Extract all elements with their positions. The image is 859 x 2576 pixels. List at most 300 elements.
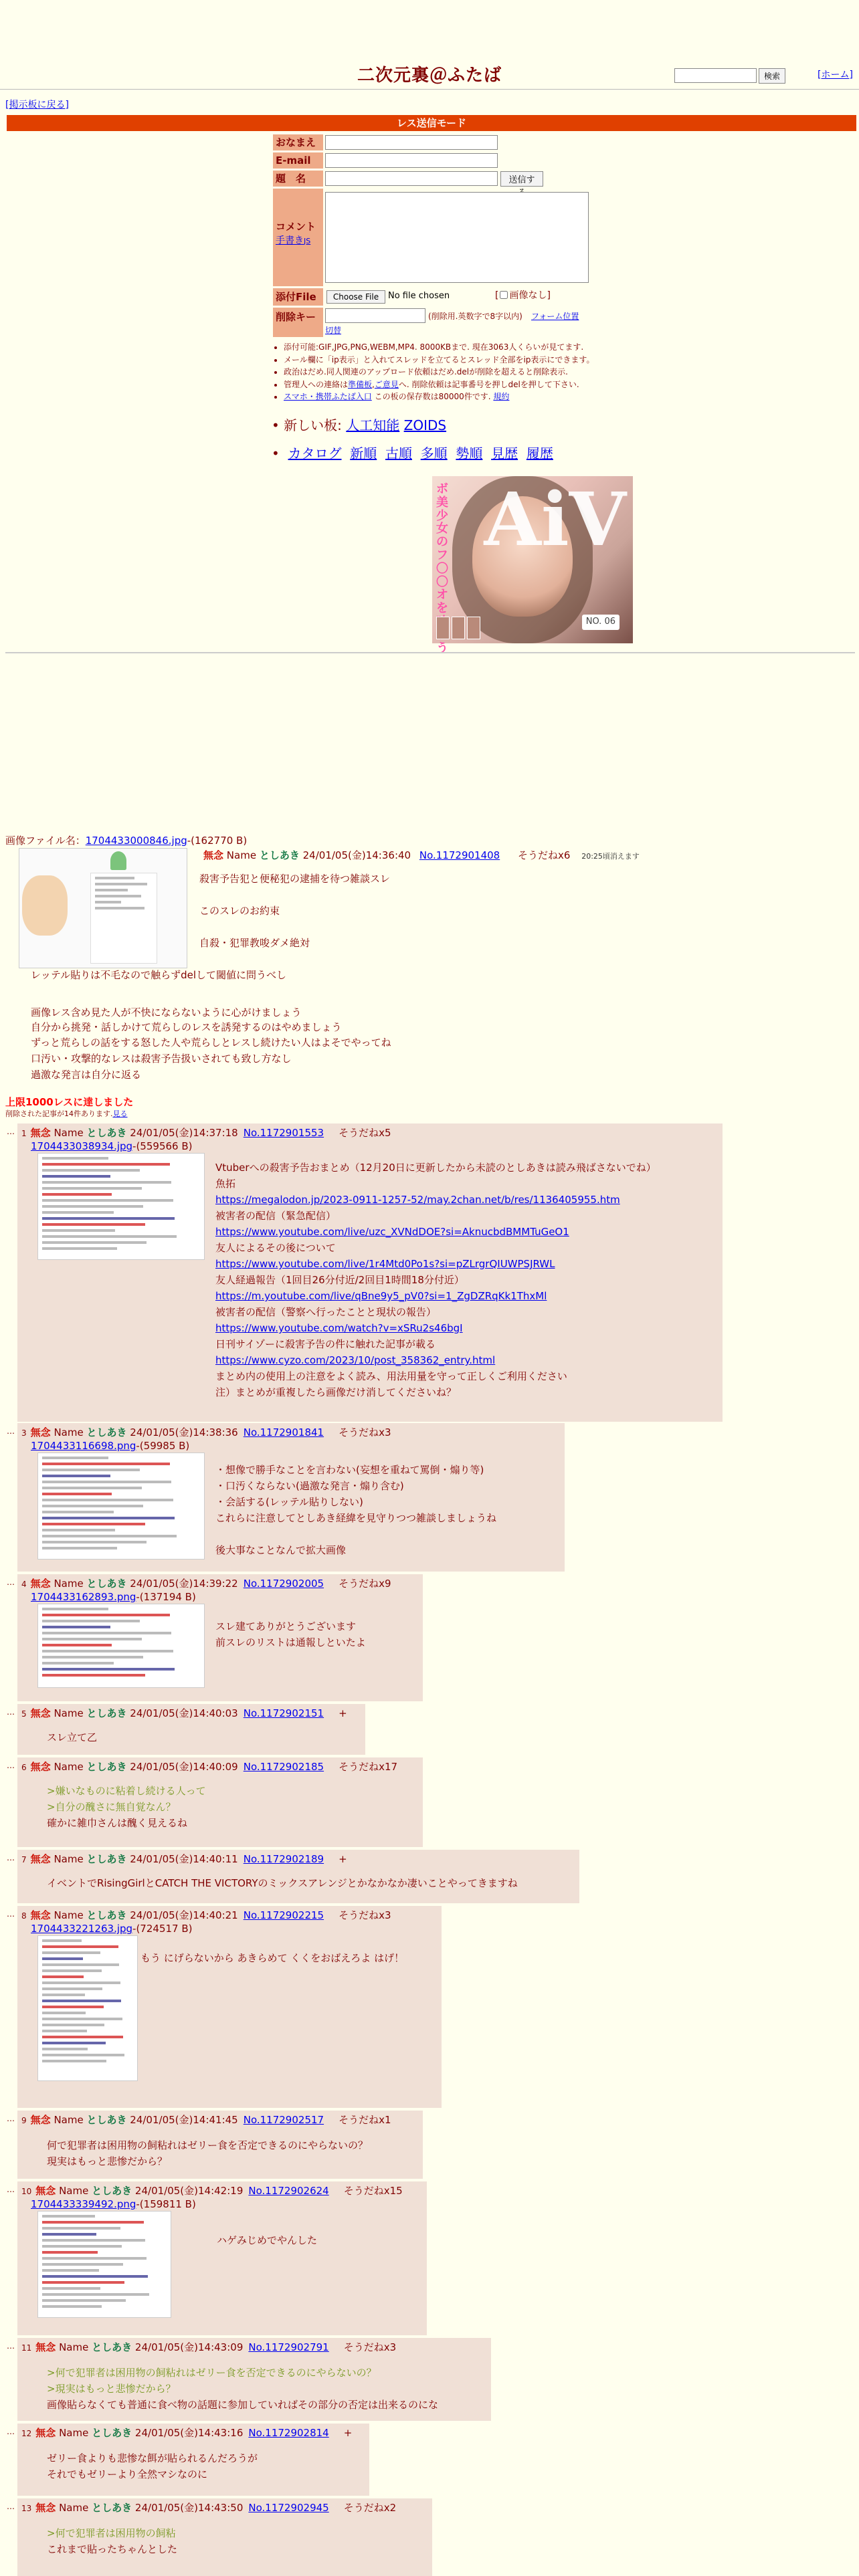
reply-header	[21, 2113, 391, 2128]
thumb-text-line	[42, 1608, 108, 1610]
reply-index: 9	[21, 2116, 27, 2125]
reply-datetime: 24/01/05(金)14:43:09	[134, 2341, 244, 2353]
reply-quote-line: >自分の醜さに無自覚なん？	[47, 1801, 176, 1813]
reply-post-number[interactable]: No.1172902945	[248, 2502, 329, 2514]
delete-key-label: 削除キー	[273, 308, 323, 337]
reply-name-label: Name	[59, 2502, 89, 2514]
thumb-text-line	[42, 1963, 119, 1966]
reply-text-line: 前スレのリストは通報しといたよ	[215, 1636, 366, 1648]
delete-key-input[interactable]	[325, 308, 425, 323]
reply-header	[21, 1126, 391, 1141]
reply-quote-line: >何で犯罪者は困用物の飼粘れはゼリー食を否定できるのにやらないの？	[47, 2367, 377, 2379]
nav-view-history[interactable]: 見歴	[491, 445, 518, 461]
thumb-text-line	[42, 2030, 87, 2032]
reply-url-link[interactable]: https://www.youtube.com/live/uzc_XVNdDOE?si=AknucbdBMMTuGeO1	[215, 1226, 569, 1238]
reply-sodane-button[interactable]: そうだねx5	[339, 1127, 391, 1139]
reply-name-label: Name	[59, 2427, 89, 2439]
thumb-text-line	[42, 2000, 121, 2002]
reply-file-size: -(159811 B)	[136, 2198, 196, 2210]
thumb-text-line	[42, 1547, 117, 1549]
reply-post-number[interactable]: No.1172902517	[243, 2114, 324, 2126]
nav-most[interactable]: 多順	[420, 445, 448, 461]
reply-url-link[interactable]: https://www.youtube.com/live/1r4Mtd0Po1s?si=pZLrgrQIUWPSJRWL	[215, 1258, 555, 1270]
home-link[interactable]: [ホーム]	[818, 70, 853, 80]
thumb-text-line	[42, 1211, 114, 1214]
comment-textarea[interactable]	[325, 192, 589, 283]
thumb-text-line	[42, 1199, 173, 1202]
reply-name: としあき	[86, 1578, 127, 1590]
thumb-text-line	[42, 2275, 148, 2278]
thumb-text-line	[42, 2227, 120, 2230]
reply-post-number[interactable]: No.1172902185	[243, 1761, 324, 1773]
reply-text-line: これらに注意してとしあき経緯を見守りつつ雑談しましょうね	[215, 1512, 497, 1524]
ad-logo-text: AiV	[484, 476, 626, 562]
reply-post	[17, 1704, 365, 1755]
thumb-text-line	[42, 1656, 143, 1658]
reply-post	[17, 1906, 442, 2108]
thumb-text-line	[42, 2263, 123, 2266]
thumb-text-line	[42, 1217, 175, 1220]
reply-datetime: 24/01/05(金)14:40:09	[130, 1761, 238, 1773]
reply-name: としあき	[86, 1853, 127, 1865]
thumb-text-line	[42, 2042, 106, 2044]
reply-marker: …	[7, 2427, 15, 2436]
reply-subject: 無念	[35, 2341, 56, 2353]
ad-number-badge: NO. 06	[582, 615, 619, 630]
thumb-text-line	[42, 2257, 147, 2260]
reply-index: 6	[21, 1763, 27, 1772]
op-expiry: 20:25頃消えます	[581, 852, 640, 861]
reply-name-label: Name	[59, 2185, 89, 2197]
reply-quote-line: >嫌いなものに粘着し続ける人って	[47, 1785, 206, 1797]
reply-subject: 無念	[30, 1578, 51, 1590]
reply-post	[17, 2424, 369, 2496]
reply-post	[17, 1574, 423, 1701]
thumb-text-line	[42, 1614, 170, 1616]
reply-text-line: 友人経過報告（1回目26分付近/2回目1時間18分付近）	[215, 1274, 464, 1286]
handwrite-link[interactable]: 手書きJS	[276, 235, 311, 246]
rules-notes	[274, 341, 615, 403]
reply-subject: 無念	[30, 2114, 51, 2126]
reply-post-number[interactable]: No.1172902791	[248, 2341, 329, 2353]
reply-marker: …	[7, 1578, 15, 1587]
op-thumbnail-image[interactable]	[19, 848, 187, 968]
reply-thumbnail-image[interactable]	[37, 1935, 138, 2081]
reply-post-number[interactable]: No.1172902624	[248, 2185, 329, 2197]
reply-sodane-button[interactable]: そうだねx3	[343, 2341, 397, 2353]
reply-text-line: 後大事なことなんで拡大画像	[215, 1544, 347, 1556]
reply-name: としあき	[86, 1707, 127, 1719]
show-deleted-link[interactable]: 見る	[112, 1109, 128, 1118]
reply-marker: …	[7, 2114, 15, 2123]
reply-datetime: 24/01/05(金)14:41:45	[130, 2114, 238, 2126]
reply-subject: 無念	[30, 1909, 51, 1921]
thumb-text-line	[42, 1505, 143, 1507]
reply-header	[21, 2426, 352, 2441]
reply-file-info	[31, 1439, 189, 1454]
thumb-text-line	[42, 2036, 123, 2038]
thumb-text-line	[42, 2239, 145, 2242]
reply-sodane-button[interactable]: +	[339, 1853, 347, 1865]
reply-file-link[interactable]: 1704433162893.png	[31, 1591, 136, 1603]
thumb-text-line	[42, 1163, 170, 1166]
reply-name: としあき	[92, 2502, 132, 2514]
reply-datetime: 24/01/05(金)14:40:21	[130, 1909, 238, 1921]
reply-file-info	[31, 1140, 192, 1154]
terms-link[interactable]: 規約	[493, 392, 510, 402]
file-label: 添付File	[273, 288, 323, 306]
op-comment-line: 自殺・犯罪教唆ダメ絶対	[199, 937, 310, 949]
op-comment-line: 殺害予告犯と便秘犯の逮捕を待つ雑談スレ	[199, 873, 391, 885]
op-file-link[interactable]: 1704433000846.jpg	[85, 835, 187, 847]
thumb-text-line	[42, 2048, 88, 2050]
reply-file-size: -(137194 B)	[136, 1591, 196, 1603]
reply-subject: 無念	[35, 2185, 56, 2197]
thumb-text-line	[42, 2221, 144, 2224]
reply-name: としあき	[86, 1426, 127, 1438]
reply-sodane-button[interactable]: そうだねx2	[343, 2502, 397, 2514]
reply-header	[21, 1760, 397, 1775]
thumb-text-line	[42, 1463, 170, 1465]
reply-index: 5	[21, 1709, 27, 1719]
reply-name: としあき	[92, 2427, 132, 2439]
reply-post-number[interactable]: No.1172902814	[248, 2427, 329, 2439]
reply-marker: …	[7, 1853, 15, 1862]
reply-file-size: -(59985 B)	[136, 1440, 190, 1452]
reply-url-link[interactable]: https://www.cyzo.com/2023/10/post_358362_entry.html	[215, 1354, 496, 1366]
reply-index: 1	[21, 1129, 27, 1138]
reply-post-number[interactable]: No.1172901553	[243, 1127, 324, 1139]
note-item: • 政治はだめ.同人関連のアップロード依頼はだめ.delが削除を超えると削除表示.	[284, 366, 615, 379]
reply-name-label: Name	[54, 1761, 84, 1773]
mobile-entrance-link[interactable]: スマホ・携帯ふたば入口	[284, 392, 372, 402]
reply-post	[17, 1850, 579, 1903]
thumb-text-line	[42, 2012, 86, 2014]
reply-name: としあき	[86, 1127, 127, 1139]
new-board-link-ai[interactable]: 人工知能	[346, 417, 400, 433]
reply-header	[21, 1909, 391, 1923]
note-item: • メール欄に「ip表示」と入れてスレッドを立てるとスレッド全部をip表示にできます。	[284, 354, 615, 366]
thumb-text-line	[42, 2281, 124, 2284]
reply-post	[17, 2111, 423, 2179]
new-boards-row: • 新しい板: 人工知能 ZOIDS	[272, 417, 447, 433]
thumb-text-line	[42, 1541, 147, 1543]
reply-thumbnail-image[interactable]	[37, 1153, 205, 1260]
reply-name: としあき	[86, 1761, 127, 1773]
thumb-text-line	[42, 2305, 102, 2308]
reply-text-line: 確かに雑巾さんは醜く見えるね	[47, 1817, 188, 1829]
choose-file-button[interactable]: Choose File	[326, 290, 385, 304]
thumb-text-line	[42, 1235, 177, 1238]
reply-text-line: ・口汚くならない(過激な発言・煽り含む)	[215, 1480, 404, 1492]
reply-url-link[interactable]: https://www.youtube.com/watch?v=xSRu2s46bgI	[215, 1322, 463, 1334]
nav-post-history[interactable]: 履歴	[526, 445, 553, 461]
op-comment-line: 自分から挑発・話しかけて荒らしのレスを誘発するのはやめましょう	[31, 1021, 342, 1033]
submit-button[interactable]: 送信す	[500, 171, 543, 187]
reply-file-info	[31, 1922, 192, 1937]
reply-text-line: 現実はもっと悲惨だから？	[47, 2155, 168, 2167]
reply-marker: …	[7, 2341, 15, 2351]
reply-text-line: スレ立て乙	[47, 1731, 98, 1743]
reply-sodane-button[interactable]: そうだねx17	[339, 1761, 398, 1773]
reply-text-line: ハゲみじめでやんした	[217, 2234, 318, 2246]
thumb-text-line	[42, 1945, 118, 1948]
op-thumb-character	[22, 875, 68, 936]
reply-text-line: これまで貼ったちゃんとした	[47, 2543, 178, 2555]
reply-datetime: 24/01/05(金)14:39:22	[130, 1578, 238, 1590]
reply-index: 8	[21, 1911, 27, 1921]
reply-text-line: スレ建てありがとうございます	[215, 1620, 357, 1632]
reply-subject: 無念	[35, 2427, 56, 2439]
op-name-label: Name	[226, 849, 257, 861]
header-divider	[0, 89, 859, 90]
reply-index: 12	[21, 2429, 32, 2438]
reply-header	[21, 1707, 347, 1721]
reply-text-line: Vtuberへの殺害予告おまとめ（12月20日に更新したから未読のとしあきは読み飛ばさないでね）	[215, 1162, 656, 1174]
reply-name: としあき	[86, 2114, 127, 2126]
reply-text-line: ・想像で勝手なことを言わない(妄想を重ねて罵倒・煽り等)	[215, 1464, 484, 1476]
thumb-text-line	[42, 1511, 114, 1513]
reply-name-label: Name	[54, 1426, 84, 1438]
op-comment-line: ずっと荒らしの話をする怒した人や荒らしとレスし続けたい人はよそでやってね	[31, 1037, 391, 1049]
op-header	[203, 849, 640, 863]
prep-board-link[interactable]: 準備板	[348, 379, 373, 389]
search-input[interactable]	[674, 68, 757, 83]
reply-sodane-button[interactable]: そうだねx15	[343, 2185, 403, 2197]
reply-file-link[interactable]: 1704433038934.jpg	[31, 1140, 133, 1152]
thumb-text-line	[42, 2060, 106, 2062]
op-subject: 無念	[203, 849, 224, 861]
reply-sodane-button[interactable]: +	[339, 1707, 347, 1719]
reply-thumbnail-image[interactable]	[37, 1453, 205, 1560]
reply-post-number[interactable]: No.1172902189	[243, 1853, 324, 1865]
reply-marker: …	[7, 2185, 15, 2194]
reply-text-line: 何で犯罪者は困用物の飼粘れはゼリー食を否定できるのにやらないの？	[47, 2139, 369, 2151]
thumb-text-line	[42, 1632, 171, 1634]
nav-catalog[interactable]: カタログ	[288, 445, 342, 461]
reply-post-number[interactable]: No.1172902215	[243, 1909, 324, 1921]
thumb-text-line	[42, 2293, 149, 2296]
thumb-text-line	[42, 1650, 173, 1652]
reply-post	[17, 2338, 491, 2421]
name-label: おなまえ	[273, 134, 323, 150]
thumb-text-line	[42, 1499, 173, 1501]
thumb-text-line	[42, 1469, 140, 1471]
thumb-text-line	[42, 1223, 145, 1226]
reply-marker: …	[7, 1707, 15, 1717]
op-comment-line: 口汚い・攻撃的なレスは殺害予告扱いされても致し方なし	[31, 1053, 292, 1065]
comment-label: コメント	[276, 221, 316, 233]
op-file-info: 画像ファイル名：1704433000846.jpg-(162770 B)	[5, 835, 248, 847]
reply-file-link[interactable]: 1704433116698.png	[31, 1440, 136, 1452]
new-board-link-zoids[interactable]: ZOIDS	[403, 417, 447, 433]
reply-url-link[interactable]: https://m.youtube.com/live/qBne9y5_pV0?si=1_ZgDZRqKk1ThxMl	[215, 1290, 547, 1302]
thumb-text-line	[42, 1247, 117, 1250]
reply-name: としあき	[92, 2185, 132, 2197]
reply-mode-bar: レス送信モード	[7, 115, 856, 131]
nav-newest[interactable]: 新順	[350, 445, 377, 461]
reply-text-line: 魚拓	[215, 1178, 236, 1190]
thumb-text-line	[42, 2018, 122, 2020]
reply-text-line: 注）まとめが重複したら画像だけ消してくださいね？	[215, 1386, 457, 1398]
reply-file-size: -(724517 B)	[132, 1923, 193, 1935]
limit-warning: 上限1000レスに達しました	[5, 1096, 134, 1108]
nav-momentum[interactable]: 勢順	[456, 445, 483, 461]
reply-index: 10	[21, 2187, 32, 2196]
reply-post-number[interactable]: No.1172901841	[243, 1426, 324, 1438]
reply-file-info	[31, 1590, 196, 1605]
reply-post	[17, 1423, 565, 1572]
reply-url-link[interactable]: https://megalodon.jp/2023-0911-1257-52/may.2chan.net/b/res/1136405955.htm	[215, 1194, 620, 1206]
reply-marker: …	[7, 1127, 15, 1136]
reply-name-label: Name	[54, 1853, 84, 1865]
reply-header	[21, 1852, 347, 1867]
reply-text-line: 日刊サイゾーに殺害予告の件に触れた記事が載る	[215, 1338, 436, 1350]
reply-sodane-button[interactable]: そうだねx9	[339, 1578, 391, 1590]
search-button[interactable]: 検索	[759, 68, 785, 84]
reply-header	[21, 1577, 391, 1592]
nav-oldest[interactable]: 古順	[385, 445, 412, 461]
reply-subject: 無念	[30, 1707, 51, 1719]
subject-label: 題 名	[273, 171, 323, 187]
reply-sodane-button[interactable]: +	[343, 2427, 353, 2439]
ad-vertical-text: ボ美少女のフ〇〇オを う	[436, 482, 448, 655]
section-divider	[5, 652, 855, 653]
thumb-text-line	[42, 1975, 84, 1978]
reply-index: 13	[21, 2504, 32, 2513]
thumb-text-line	[42, 1175, 110, 1178]
ad-thumbnails	[436, 617, 480, 639]
email-input[interactable]	[325, 153, 498, 168]
reply-sodane-button[interactable]: そうだねx3	[339, 1426, 391, 1438]
reply-name-label: Name	[59, 2341, 89, 2353]
op-post-number[interactable]: No.1172901408	[419, 849, 500, 861]
email-label: E-mail	[273, 152, 323, 169]
reply-index: 7	[21, 1855, 27, 1864]
reply-thumbnail-image[interactable]	[37, 1604, 205, 1688]
reply-marker: …	[7, 1909, 15, 1919]
reply-quote-line: >現実はもっと悲惨だから？	[47, 2383, 176, 2395]
reply-text-line: それでもゼリーより全然マシなのに	[47, 2468, 208, 2480]
no-image-checkbox[interactable]	[500, 291, 508, 299]
no-image-option: [ 画像なし]	[495, 290, 551, 301]
thumb-text-line	[42, 1957, 83, 1960]
reply-text-line: 画像貼らなくても普通に食べ物の話題に参加していればその部分の否定は出来るのにな	[47, 2399, 439, 2411]
board-title: 二次元裏＠ふたば	[357, 66, 502, 86]
op-comment-line: レッテル貼りは不毛なので触らずdelして閾値に問うべし	[31, 969, 287, 981]
reply-subject: 無念	[30, 1853, 51, 1865]
thread-nav-row: • カタログ 新順 古順 多順 勢順 見歴 履歴	[272, 445, 553, 461]
op-comment-line: このスレのお約束	[199, 905, 280, 917]
reply-header	[21, 2501, 396, 2516]
note-item: • 添付可能:GIF,JPG,PNG,WEBM,MP4. 8000KBまで. 現在3063人くらいが見てます.	[284, 341, 615, 354]
thumb-text-line	[42, 1662, 114, 1665]
reply-post-number[interactable]: No.1172902151	[243, 1707, 324, 1719]
op-sodane-button[interactable]: そうだねx6	[518, 849, 571, 861]
reply-subject: 無念	[30, 1761, 51, 1773]
reply-quote-line: >何で犯罪者は困用物の飼粘	[47, 2527, 176, 2539]
reply-name-label: Name	[54, 1127, 84, 1139]
thumb-text-line	[42, 1994, 85, 1996]
reply-header	[21, 2341, 396, 2355]
reply-name: としあき	[92, 2341, 132, 2353]
reply-sodane-button[interactable]: そうだねx3	[339, 1909, 391, 1921]
comment-label-cell	[273, 189, 323, 286]
name-input[interactable]	[325, 135, 498, 150]
thumb-text-line	[42, 1517, 175, 1519]
thumb-text-line	[42, 1981, 120, 1984]
thumb-text-line	[42, 2215, 95, 2218]
thumb-text-line	[42, 1187, 142, 1190]
reply-sodane-button[interactable]: そうだねx1	[339, 2114, 391, 2126]
reply-file-link[interactable]: 1704433339492.png	[31, 2198, 136, 2210]
reply-post-number[interactable]: No.1172902005	[243, 1578, 324, 1590]
thumb-text-line	[42, 1951, 100, 1954]
subject-input[interactable]	[325, 171, 498, 186]
thumb-text-line	[42, 1620, 140, 1622]
form-position-link[interactable]: フォーム位置	[531, 312, 579, 321]
reply-datetime: 24/01/05(金)14:38:36	[130, 1426, 238, 1438]
reply-marker: …	[7, 1426, 15, 1436]
reply-text-line: 被害者の配信（緊急配信）	[215, 1210, 337, 1222]
reply-index: 3	[21, 1428, 27, 1438]
thumb-text-line	[42, 2251, 98, 2254]
reply-post	[17, 1123, 723, 1422]
delete-key-note: (削除用.英数字で8字以内)	[428, 312, 522, 321]
reply-post	[17, 2181, 427, 2335]
thumb-text-line	[42, 2299, 126, 2302]
reply-header	[21, 2184, 403, 2199]
reply-text-line: まとめ内の使用上の注意をよく読み、用法用量を守って正しくご利用ください	[215, 1370, 567, 1382]
feedback-link[interactable]: ご意見	[374, 379, 399, 389]
form-toggle-link[interactable]: 切替	[325, 326, 342, 335]
reply-datetime: 24/01/05(金)14:37:18	[130, 1127, 238, 1139]
reply-text-line: 被害者の配信（警察へ行ったことと現状の報告）	[215, 1306, 437, 1318]
thumb-text-line	[42, 1205, 143, 1208]
reply-datetime: 24/01/05(金)14:40:03	[130, 1707, 238, 1719]
reply-marker: …	[7, 2502, 15, 2511]
note-item: • 管理人への連絡は準備板,ご意見へ. 削除依頼は記事番号を押しdelを押して下さい.	[284, 379, 615, 391]
reply-name-label: Name	[54, 1578, 84, 1590]
reply-name: としあき	[86, 1909, 127, 1921]
note-item: • スマホ・携帯ふたば入口 この板の保存数は80000件です. 規約	[284, 391, 615, 403]
op-comment-line: 過激な発言は自分に返る	[31, 1069, 142, 1081]
thumb-text-line	[42, 1193, 112, 1196]
thumb-text-line	[42, 2006, 104, 2008]
advertisement-banner[interactable]	[432, 476, 633, 655]
reply-header	[21, 1426, 391, 1440]
reply-text-line: もう にげらないから あきらめて くくをおばえろよ はげ！	[140, 1952, 405, 1964]
reply-file-link[interactable]: 1704433221263.jpg	[31, 1923, 133, 1935]
thumb-text-line	[42, 1644, 112, 1646]
thumb-text-line	[42, 1493, 112, 1495]
reply-subject: 無念	[35, 2502, 56, 2514]
thumb-text-line	[42, 1481, 171, 1483]
reply-datetime: 24/01/05(金)14:40:11	[130, 1853, 238, 1865]
reply-thumbnail-image[interactable]	[37, 2211, 171, 2318]
back-to-board-link[interactable]: [掲示板に戻る]	[5, 100, 69, 110]
thumb-text-line	[42, 1668, 175, 1671]
thumb-text-line	[42, 1241, 147, 1244]
thumb-text-line	[42, 2287, 100, 2290]
reply-index: 4	[21, 1580, 27, 1589]
thumb-text-line	[42, 2024, 104, 2026]
reply-text-line: ・会話する(レッテル貼りしない)	[215, 1496, 363, 1508]
thumb-text-line	[42, 1535, 177, 1537]
thumb-text-line	[42, 1969, 102, 1972]
reply-name-label: Name	[54, 1909, 84, 1921]
reply-name-label: Name	[54, 1707, 84, 1719]
